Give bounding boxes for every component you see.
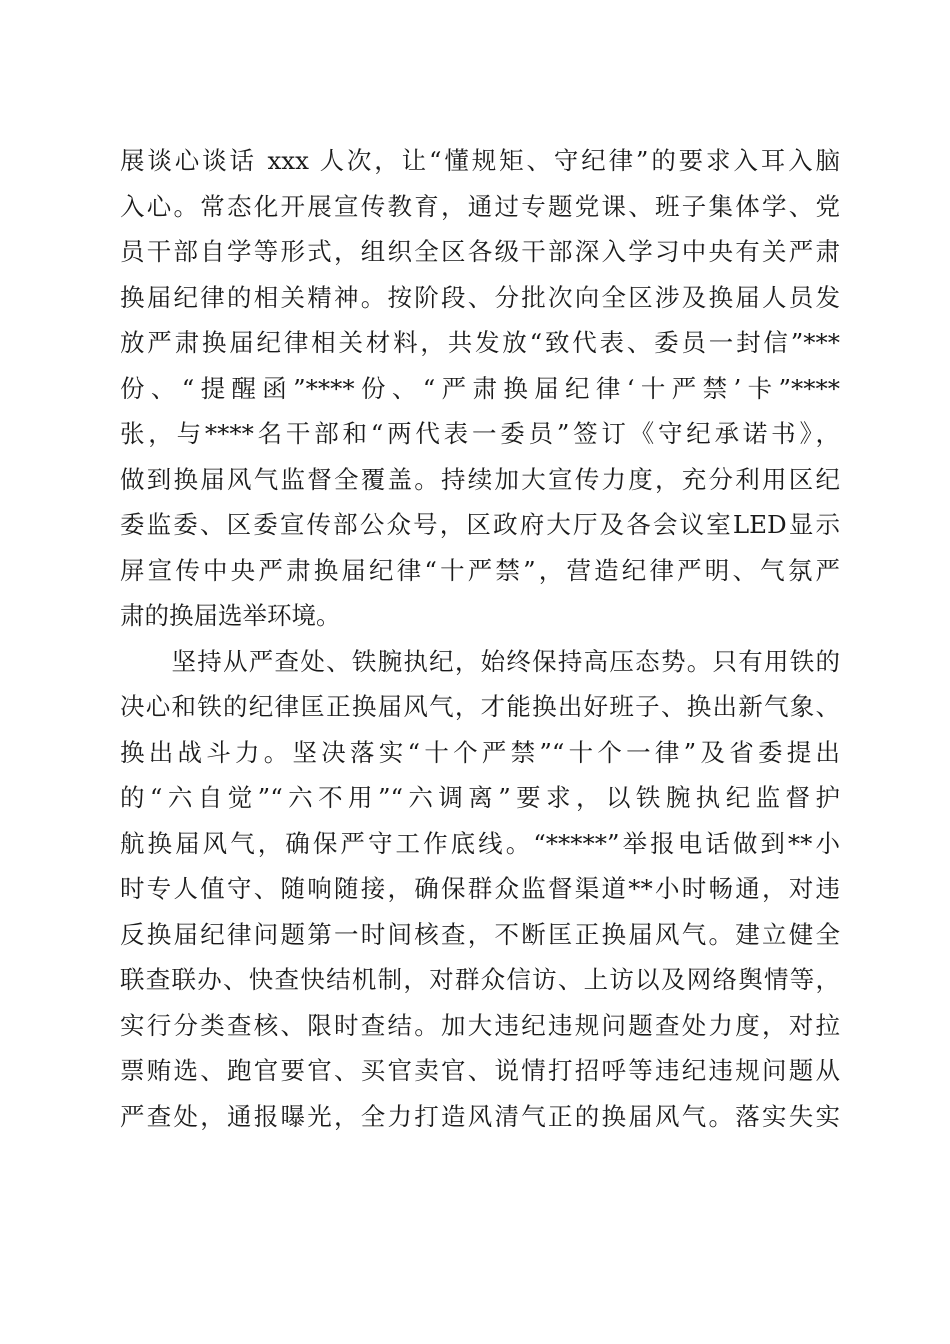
- text-line: 张，与****名干部和“两代表一委员”签订《守纪承诺书》，: [120, 419, 840, 448]
- text-line: 实行分类查核、限时查结。加大违纪违规问题查处力度，对拉: [120, 1010, 840, 1040]
- text-line: 做到换届风气监督全覆盖。持续加大宣传力度，充分利用区纪: [120, 464, 840, 494]
- text-line: 严查处，通报曝光，全力打造风清气正的换届风气。落实失实: [120, 1101, 840, 1131]
- text-line: 决心和铁的纪律匡正换届风气，才能换出好班子、换出新气象、: [120, 692, 840, 721]
- text-line: 屏宣传中央严肃换届纪律“十严禁”，营造纪律严明、气氛严: [120, 555, 840, 585]
- text-line: 肃的换届选举环境。: [120, 601, 341, 630]
- paragraph-1: [120, 138, 840, 639]
- text-line: 坚持从严查处、铁腕执纪，始终保持高压态势。只有用铁的: [120, 646, 840, 676]
- text-line: 份、“提醒函”****份、“严肃换届纪律‘十严禁’卡”****: [120, 373, 840, 403]
- text-line: 的“六自觉”“六不用”“六调离”要求，以铁腕执纪监督护: [120, 783, 840, 812]
- paragraph-2: [120, 639, 840, 1140]
- text-line: 反换届纪律问题第一时间核查，不断匡正换届风气。建立健全: [120, 919, 840, 949]
- text-line: 入心。常态化开展宣传教育，通过专题党课、班子集体学、党: [120, 191, 840, 221]
- text-line: 放严肃换届纪律相关材料，共发放“致代表、委员一封信”***: [120, 328, 840, 357]
- text-line: 航换届风气，确保严守工作底线。“*****”举报电话做到**小: [120, 828, 840, 858]
- text-line: 员干部自学等形式，组织全区各级干部深入学习中央有关严肃: [120, 237, 840, 266]
- text-line: 联查联办、快查快结机制，对群众信访、上访以及网络舆情等，: [120, 965, 840, 994]
- text-line: 展谈心谈话 xxx 人次，让“懂规矩、守纪律”的要求入耳入脑: [120, 146, 840, 175]
- text-line: 换出战斗力。坚决落实“十个严禁”“十个一律”及省委提出: [120, 737, 840, 767]
- text-line: 票贿选、跑官要官、买官卖官、说情打招呼等违纪违规问题从: [120, 1056, 840, 1085]
- text-line: 委监委、区委宣传部公众号，区政府大厅及各会议室LED显示: [120, 510, 840, 539]
- text-line: 换届纪律的相关精神。按阶段、分批次向全区涉及换届人员发: [120, 282, 840, 312]
- text-line: 时专人值守、随响随接，确保群众监督渠道**小时畅通，对违: [120, 874, 840, 903]
- document-body: [120, 138, 840, 1139]
